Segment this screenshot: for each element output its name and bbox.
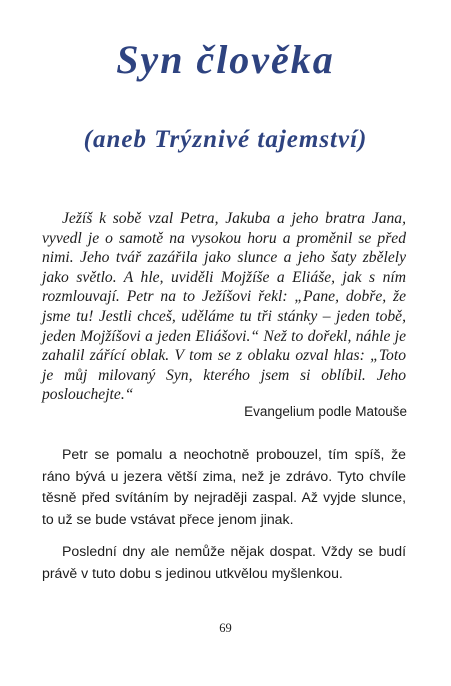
epigraph-source: Evangelium podle Matouše bbox=[244, 404, 407, 419]
body-paragraph-2: Poslední dny ale nemůže nějak dospat. Vždy se budí právě v tuto dobu s jedinou utkvělou myšlenkou. bbox=[42, 543, 406, 581]
body-paragraph-1: Petr se pomalu a neochotně probouzel, tím spíš, že ráno bývá u jezera větší zima, než je zdrávo. Tyto chvíle těsně před svítáním by nejraději zaspal. Až vyjde slunce, to už se bude vstávat přece jenom jinak. bbox=[42, 446, 406, 527]
page-number: 69 bbox=[219, 621, 232, 635]
epigraph-quote: Ježíš k sobě vzal Petra, Jakuba a jeho bratra Jana, vyvedl je o samotě na vysokou horu a proměnil se před nimi. Jeho tvář zazářila jako slunce a jeho šaty zbělely jako světlo. A hle, uviděli Mojžíše a Eliáše, jak s ním rozmlouvají. Petr na to Ježíšovi řekl: „Pane, dobře, že jsme tu! Jestli chceš, uděláme tu tři stánky – jeden tobě, jeden Mojžíšovi a jeden Eliášovi.“ Než to dořekl, náhle je zahalil zářící oblak. V tom se z oblaku ozval hlas: „Toto je můj milovaný Syn, kterého jsem si oblíbil. Jeho poslouchejte.“ bbox=[42, 210, 406, 404]
chapter-subtitle: (aneb Trýznivé tajemství) bbox=[83, 126, 368, 153]
chapter-title: Syn člověka bbox=[116, 37, 335, 82]
